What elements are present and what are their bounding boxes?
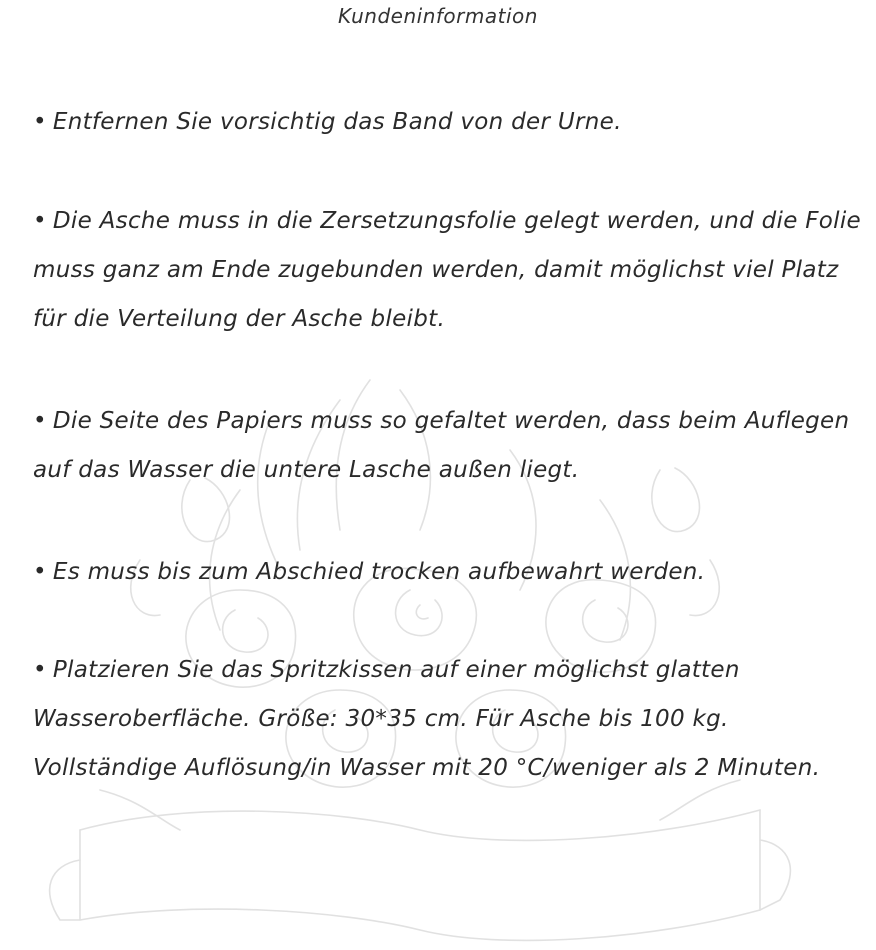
list-item: [33, 646, 873, 793]
list-item: [33, 98, 873, 147]
list-item-text: Die Asche muss in die Zersetzungsfolie gelegt werden, und die Folie muss ganz am Ende zugebunden werden, damit möglichst viel Platz für die Verteilung der Asche bleibt.: [33, 208, 861, 332]
bullet-icon: •: [33, 208, 47, 234]
list-item-text: Es muss bis zum Abschied trocken aufbewahrt werden.: [52, 559, 706, 585]
list-item-text: Die Seite des Papiers muss so gefaltet werden, dass beim Auflegen auf das Wasser die untere Lasche außen liegt.: [33, 408, 850, 483]
bullet-icon: •: [33, 559, 47, 585]
bullet-icon: •: [33, 408, 47, 434]
list-item: [33, 548, 873, 597]
list-item: [33, 397, 873, 495]
list-item-text: Platzieren Sie das Spritzkissen auf einer möglichst glatten Wasseroberfläche. Größe: 30*35 cm. Für Asche bis 100 kg. Vollständige Auflösung/in Wasser mit 20 °C/weniger als 2 Minuten.: [33, 657, 821, 781]
bullet-icon: •: [33, 109, 47, 135]
bullet-icon: •: [33, 657, 47, 683]
document-title: Kundeninformation: [338, 4, 538, 28]
list-item-text: Entfernen Sie vorsichtig das Band von der Urne.: [52, 109, 622, 135]
list-item: [33, 197, 873, 344]
